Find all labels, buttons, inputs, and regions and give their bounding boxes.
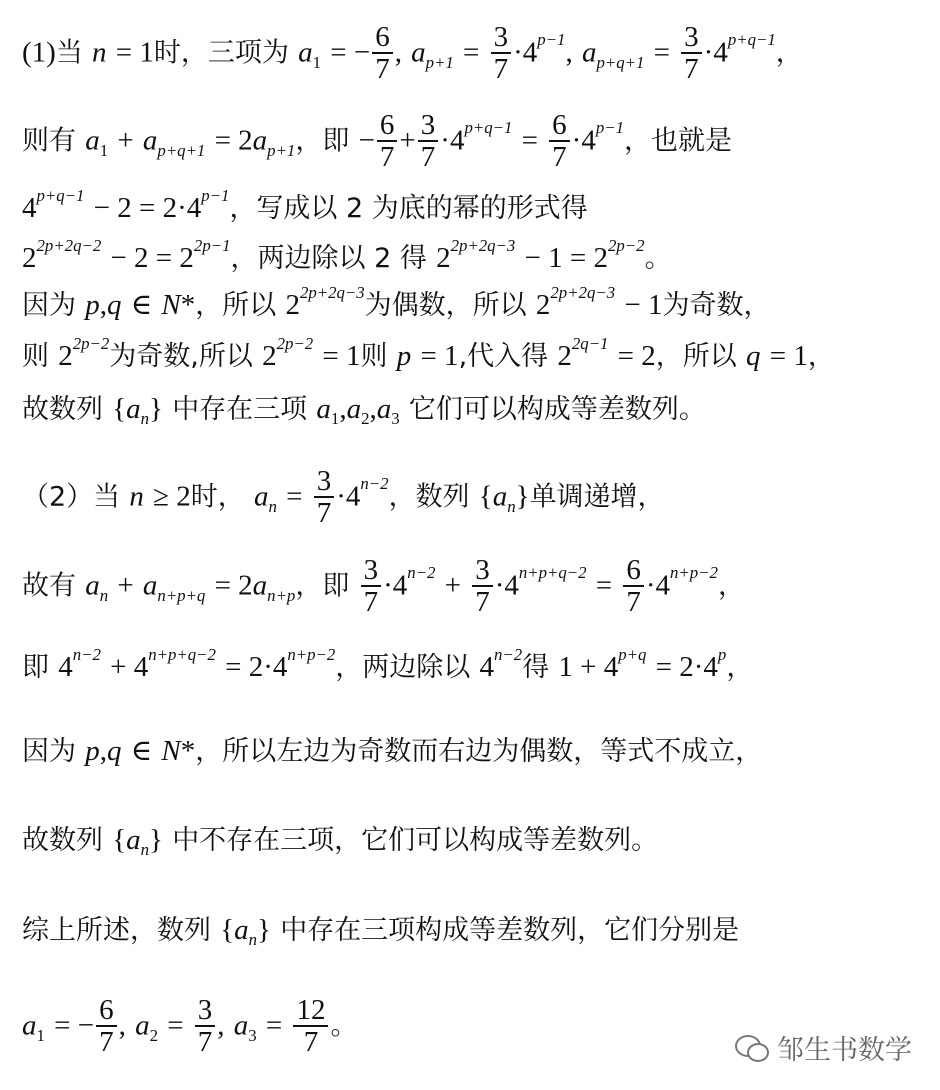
line-4: $2^{2p+2q-2} - 2 = 2^{2p-1}$，两边除以 2 得 $2^{2p+2q-3} - 1 = 2^{2p-2}$。 [22, 236, 672, 274]
line-9: 故有 $a_n + a_{n+p+q} = 2a_{n+p}$，即 $\frac{3}{7}$ $\cdot 4^{n-2}$ + $\frac{3}{7}$ $\cdot 4^{n+p+q-2}$ = $\frac{6}{7}$ $\cdot 4^{n+p-2}$， [22, 554, 745, 619]
wechat-icon [735, 1033, 769, 1063]
line-8: （2）当 n ≥ 2时， $a_n$ = $\frac{3}{7}$ $\cdot 4^{n-2}$，数列 $\{a_n\}$单调递增， [22, 465, 665, 530]
line-6: 则 $2^{2p-2}$为奇数,所以 $2^{2p-2} = 1$则 p = 1,代入得 $2^{2q-1} = 2$，所以 q = 1， [22, 334, 835, 372]
line-12: 故数列 $\{a_n\}$ 中不存在三项，它们可以构成等差数列。 [22, 824, 659, 860]
watermark [735, 1028, 912, 1067]
line-3: $4^{p+q-1} - 2 = 2\cdot 4^{p-1}$，写成以 2 为底的幂的形式得 [22, 186, 588, 224]
line-2: 则有 $a_1 + a_{p+q+1} = 2a_{p+1}$，即 − $\frac{6}{7}$ + $\frac{3}{7}$ $\cdot 4^{p+q-1}$ = $\frac{6}{7}$ $\cdot 4^{p-1}$，也就是 [22, 109, 733, 174]
watermark-text: 邹生书数学 [777, 1035, 912, 1066]
line-5: 因为 p,q ∈ N*，所以 $2^{2p+2q-3}$为偶数，所以 $2^{2p+2q-3} - 1$为奇数， [22, 283, 771, 321]
line-13: 综上所述，数列 $\{a_n\}$ 中存在三项构成等差数列，它们分别是 [22, 914, 740, 950]
line-10: 即 $4^{n-2} + 4^{n+p+q-2} = 2\cdot 4^{n+p-2}$，两边除以 $4^{n-2}$得 $1 + 4^{p+q} = 2\cdot 4^p$， [22, 645, 754, 683]
line-14: $a_1$ = − $\frac{6}{7}$ , $a_2$ = $\frac{3}{7}$ , $a_3$ = $\frac{12}{7}$ 。 [22, 994, 358, 1059]
line-1: (1)当 n = 1时，三项为 $a_1$ = − $\frac{6}{7}$ , $a_{p+1}$ = $\frac{3}{7}$ $\cdot 4^{p-1}$, $a_{p+q+1}$ = $\frac{3}{7}$ $\cdot 4^{p+q-1}$， [22, 21, 803, 86]
line-11: 因为 p,q ∈ N*，所以左边为奇数而右边为偶数，等式不成立， [22, 735, 763, 767]
line-7: 故数列 $\{a_n\}$ 中存在三项 $a_1,a_2,a_3$ 它们可以构成等差数列。 [22, 393, 706, 429]
